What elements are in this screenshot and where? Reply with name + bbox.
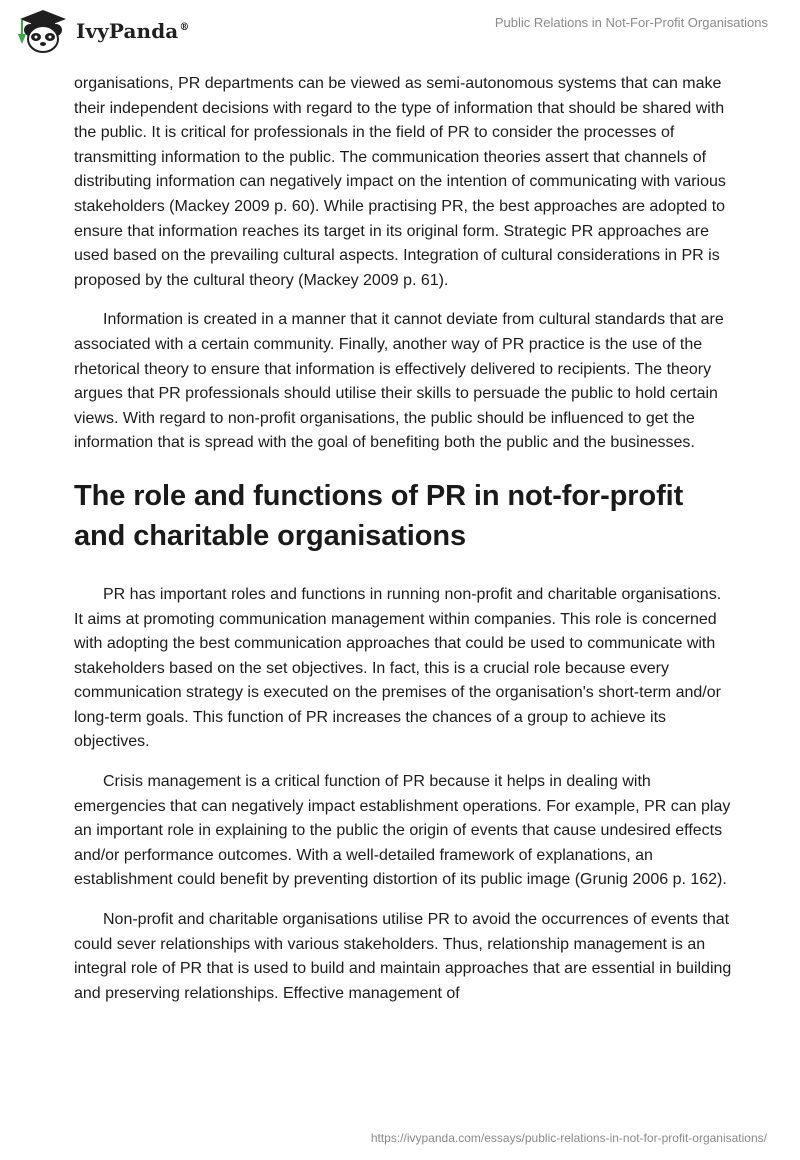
paragraph-communication-management: PR has important roles and functions in running non-profit and charitable organisations. It aims at promoting communication management within companies. This role is concerned with adopting the best communication approaches that could be used to communicate with stakeholders based on the set objectives. In fact, this is a crucial role because every communication strategy is executed on the premises of the organisation's short-term and/or long-term goals. This function of PR increases the chances of a group to achieve its objectives. [74,585,722,751]
paragraph-rhetorical-theory: Information is created in a manner that it cannot deviate from cultural standards that are associated with a certain community. Finally, another way of PR practice is the use of the rhetorical theory to ensure that information is effectively delivered to recipients. The theory argues that PR professionals should utilise their skills to persuade the public to hold certain views. With regard to non-profit organisations, the public should be influenced to get the information that is spread with the goal of benefiting both the public and the businesses. [74,311,724,452]
document-title: Public Relations in Not-For-Profit Organisations [494,15,768,30]
paragraph-continuation: organisations, PR departments can be viewed as semi-autonomous systems that can make their independent decisions with regard to the type of information that should be shared with the public. It is critical for professionals in the field of PR to consider the processes of transmitting information to the public. The communication theories assert that channels of distributing information can negatively impact on the intention of communicating with various stakeholders (Mackey 2009 p. 60). While practising PR, the best approaches are adopted to ensure that information reaches its target in its original form. Strategic PR approaches are used based on the prevailing cultural aspects. Integration of cultural considerations in PR is proposed by the cultural theory (Mackey 2009 p. 61). [74,75,726,289]
paragraph-relationship-management: Non-profit and charitable organisations utilise PR to avoid the occurrences of events that could sever relationships with various stakeholders. Thus, relationship management is an integral role of PR that is used to build and maintain approaches that are essential in building and preserving relationships. Effective management of [74,911,732,1002]
logo-wordmark: IvyPanda® [76,19,190,43]
ivypanda-logo[interactable] [16,8,189,54]
essay-body [74,72,734,1021]
page-header [0,0,800,70]
section-heading: The role and functions of PR in not-for-profit and charitable organisations [74,479,684,552]
panda-graduate-icon [16,8,70,54]
source-url[interactable]: https://ivypanda.com/essays/public-relations-in-not-for-profit-organisations/ [370,1131,767,1145]
paragraph-crisis-management: Crisis management is a critical function of PR because it helps in dealing with emergencies that can negatively impact establishment operations. For example, PR can play an important role in explaining to the public the origin of events that cause undesired effects and/or performance outcomes. With a well-detailed framework of explanations, an establishment could benefit by preventing distortion of its public image (Grunig 2006 p. 162). [74,773,731,889]
